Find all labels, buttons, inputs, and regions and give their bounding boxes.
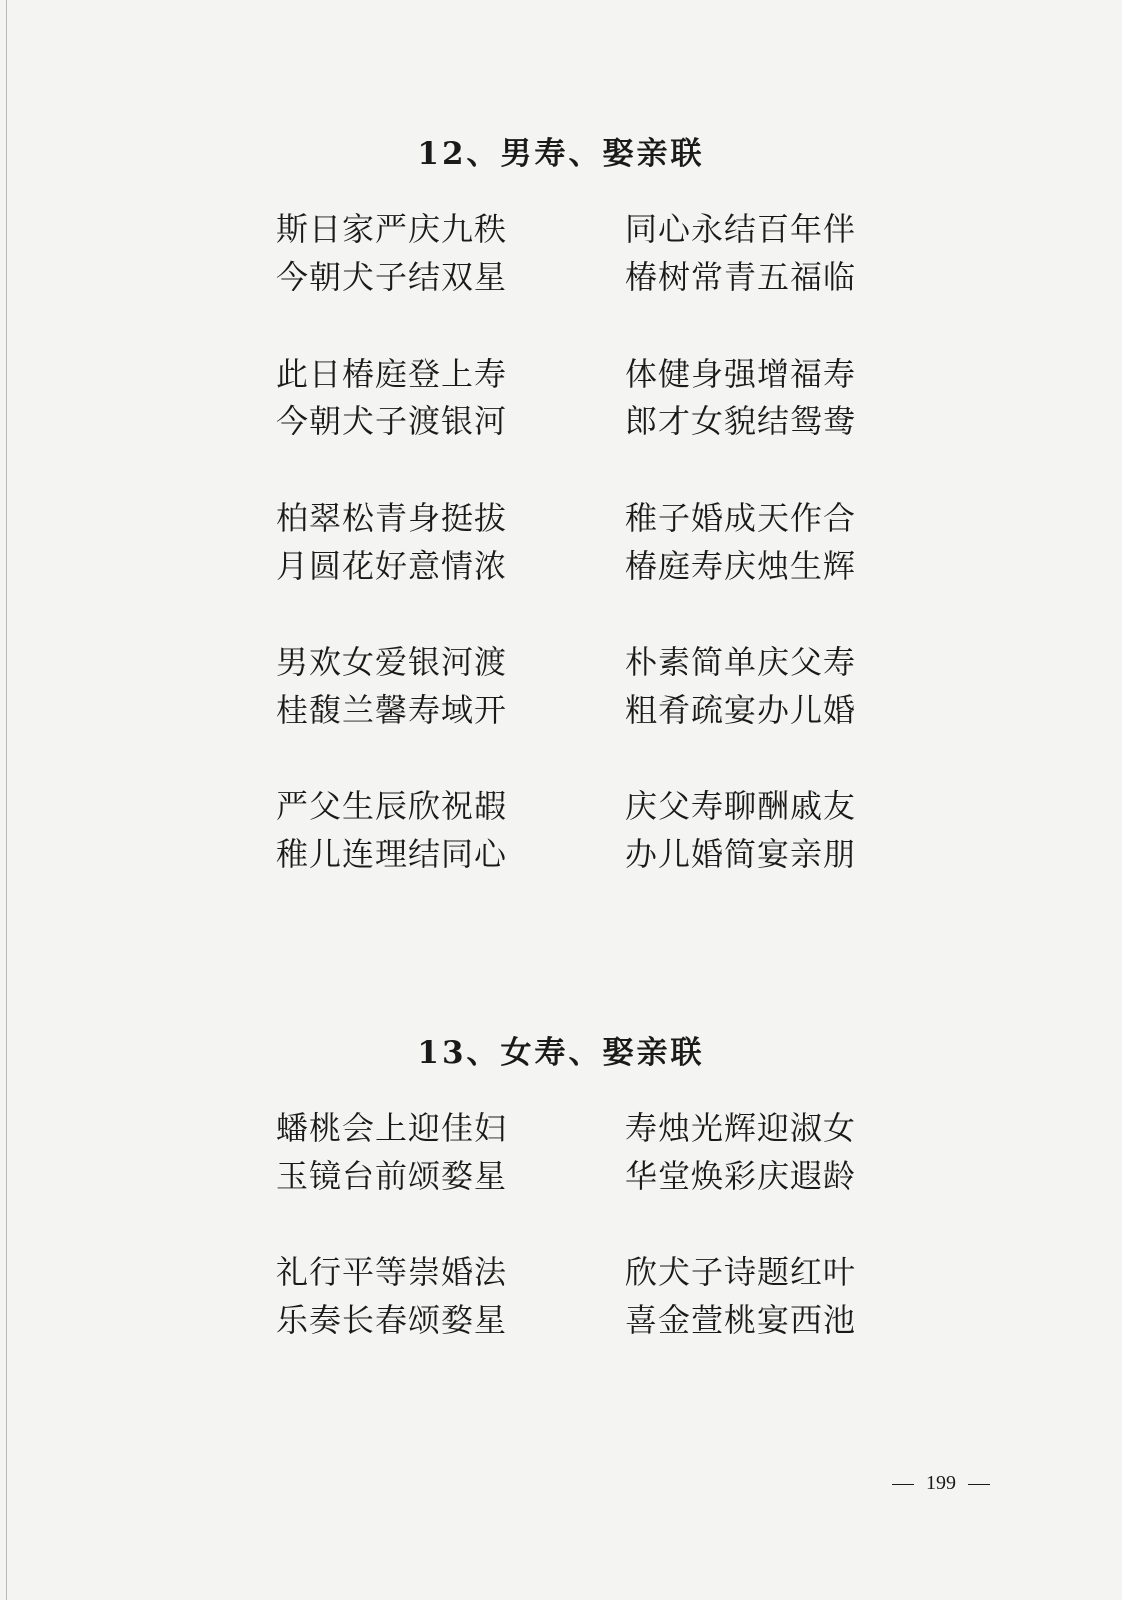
- couplet-line: 喜金萱桃宴西池: [625, 1301, 857, 1339]
- couplet-line: 今朝犬子结双星: [276, 258, 508, 296]
- dash-right: [968, 1484, 990, 1485]
- couplet-line: 华堂焕彩庆遐龄: [625, 1157, 857, 1195]
- couplet-line: 稚儿连理结同心: [276, 835, 508, 873]
- couplet-line: 稚子婚成天作合: [625, 499, 857, 537]
- couplet-line: 蟠桃会上迎佳妇: [276, 1109, 508, 1147]
- couplet-line: 月圆花好意情浓: [276, 547, 508, 585]
- couplet-line: 欣犬子诗题红叶: [625, 1253, 857, 1291]
- couplet-line: 朴素简单庆父寿: [625, 643, 857, 681]
- couplet-line: 柏翠松青身挺拔: [276, 499, 508, 537]
- section-title-13: 13、女寿、娶亲联: [417, 1035, 705, 1071]
- couplet-line: 男欢女爱银河渡: [276, 643, 508, 681]
- couplet-line: 斯日家严庆九秩: [276, 210, 508, 248]
- couplet-line: 办儿婚简宴亲朋: [625, 835, 857, 873]
- couplet-line: 郎才女貌结鸳鸯: [625, 402, 857, 440]
- couplet-line: 庆父寿聊酬戚友: [625, 787, 857, 825]
- couplet-line: 椿树常青五福临: [625, 258, 857, 296]
- couplet-line: 体健身强增福寿: [625, 355, 857, 393]
- couplet-line: 玉镜台前颂婺星: [276, 1157, 508, 1195]
- couplet-line: 严父生辰欣祝嘏: [276, 787, 508, 825]
- page-number-value: 199: [926, 1472, 956, 1494]
- couplet-line: 礼行平等崇婚法: [276, 1253, 508, 1291]
- page-number: [880, 1472, 1002, 1495]
- couplet-line: 椿庭寿庆烛生辉: [625, 547, 857, 585]
- couplet-line: 今朝犬子渡银河: [276, 402, 508, 440]
- couplet-line: 粗肴疏宴办儿婚: [625, 691, 857, 729]
- couplet-line: 同心永结百年伴: [625, 210, 857, 248]
- couplet-line: 桂馥兰馨寿域开: [276, 691, 508, 729]
- couplet-line: 乐奏长春颂婺星: [276, 1301, 508, 1339]
- dash-left: [892, 1484, 914, 1485]
- page-edge-line: [6, 0, 7, 1600]
- section-title-12: 12、男寿、娶亲联: [417, 136, 705, 172]
- couplet-line: 寿烛光辉迎淑女: [625, 1109, 857, 1147]
- couplet-line: 此日椿庭登上寿: [276, 355, 508, 393]
